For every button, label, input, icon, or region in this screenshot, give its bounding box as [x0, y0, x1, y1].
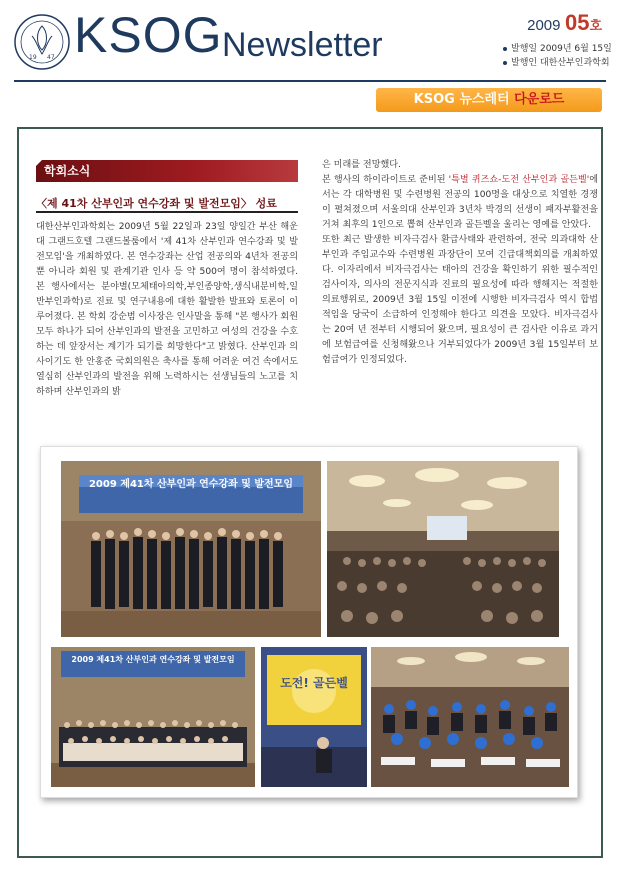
- article-body-right: [322, 158, 598, 368]
- corner-arrow-icon: [36, 160, 42, 166]
- issue-suffix: 호: [589, 18, 602, 33]
- download-newsletter-button[interactable]: [376, 88, 602, 112]
- group-photo-1: [61, 461, 321, 637]
- issue-number: [527, 10, 602, 36]
- bullet-icon: [503, 61, 507, 65]
- article-body-left: [36, 220, 298, 400]
- highlight-text: '특별 퀴즈쇼-도전 산부인과 골든벨': [448, 175, 590, 185]
- banner-text-2: 2009 제41차 산부인과 연수강좌 및 발전모임: [71, 655, 235, 664]
- conference-hall-photo: [327, 461, 559, 637]
- text: 에서는 각 대학병원 및 수련병원 전공의 100명을 대상으로 치열한 경쟁이 펼쳐졌으며 서울의대 산부인과 3년차 박경의 선생이 패자부활전을 거쳐 최후의 1인으로 뽑혀 산부인과 골든벨을 울리는 영예를 안았다.: [322, 175, 599, 230]
- publish-meta: [503, 42, 612, 70]
- text: 본 행사의 하이라이트로 준비된: [322, 175, 449, 185]
- banner-text-1: 2009 제41차 산부인과 연수강좌 및 발전모임: [88, 479, 294, 490]
- quiz-sign-text: 도전! 골든벨: [280, 676, 348, 690]
- paragraph: [322, 173, 598, 233]
- publish-date-label: 발행일: [511, 44, 538, 54]
- issue-year: 2009: [527, 17, 561, 34]
- publisher-label: 발행인: [511, 58, 538, 68]
- quiz-show-photo: [261, 647, 367, 787]
- ksog-logo: [14, 14, 70, 70]
- logo-year-right: 47: [47, 54, 55, 61]
- section-tag: [36, 160, 298, 182]
- download-label: KSOG 뉴스레터: [413, 92, 510, 107]
- bullet-icon: [503, 47, 507, 51]
- photo-panel: [40, 446, 578, 798]
- brand-title: KSOG: [74, 7, 223, 63]
- article-title: 〈제 41차 산부인과 연수강좌 및 발전모임〉 성료: [36, 197, 277, 210]
- publish-date: 2009년 6월 15일: [539, 44, 612, 54]
- paragraph: 대한산부인과학회는 2009년 5월 22일과 23일 양일간 부산 해운대 그랜드호텔 그랜드볼룸에서 '제 41차 산부인과 연수강좌 및 발전모임'을 개최하였다. 본 연수강좌는 산업 전공의와 4년차 전공의 뿐 아니라 회원 및 관계기관 인사 등 약 500여 명이 참석하였다. 본 행사에서는 분야별(모체태아의학,부인종양학,생식내분비학,일반부인과학)로 진료 및 연구내용에 대한 활발한 발표와 토론이 이루어졌다. 본 학회 강순범 이사장은 인사말을 통해 "본 행사가 회원 모두 하나가 되어 산부인과의 발전을 고민하고 여성의 건강을 수호하는 데 앞장서는 계기가 되기를 희망한다"고 밝혔다. 산부인과 의사이기도 한 안홍준 국회의원은 축사를 통해 어려운 여건 속에서도 열심히 산부인과의 발전을 위해 노력하시는 선생님들의 노고를 치하하며 산부인과의 밝: [36, 222, 298, 397]
- paragraph: 또한 최근 발생한 비자극검사 환급사태와 관련하여, 전국 의과대학 산부인과 주임교수와 수련병원 과장단이 모여 긴급대책회의를 개최하였다. 이자리에서 비자극검사는 태아의 건강을 확인하기 위한 필수적인 검사이자, 의사의 전문지식과 진료의 필요성에 따라 행해지는 적절한 의료행위로, 2009년 3월 15일 이전에 시행한 비자극검사 역시 합법적임을 당국이 소급하여 인정해야 한다고 의견을 모았다. 비자극검사는 20여 년 전부터 시행되어 왔으며, 필요성이 큰 검사란 이유로 과거에 보험급여를 신청해왔으나 거부되었다가 2009년 3월 15일부터 보험급여가 인정되었다.: [322, 235, 598, 365]
- header-divider: [14, 80, 606, 82]
- brand-subtitle: Newsletter: [222, 26, 383, 64]
- publisher: 대한산부인과학회: [539, 58, 610, 68]
- participants-photo: [371, 647, 569, 787]
- paragraph: 은 미래를 전망했다.: [322, 160, 401, 170]
- download-accent: 다운로드: [514, 92, 565, 107]
- group-photo-2: [51, 647, 255, 787]
- issue-no: 05: [564, 10, 590, 35]
- article-title-underline: [36, 211, 298, 213]
- section-tag-label: 학회소식: [44, 164, 91, 178]
- logo-year-left: 19: [29, 54, 37, 61]
